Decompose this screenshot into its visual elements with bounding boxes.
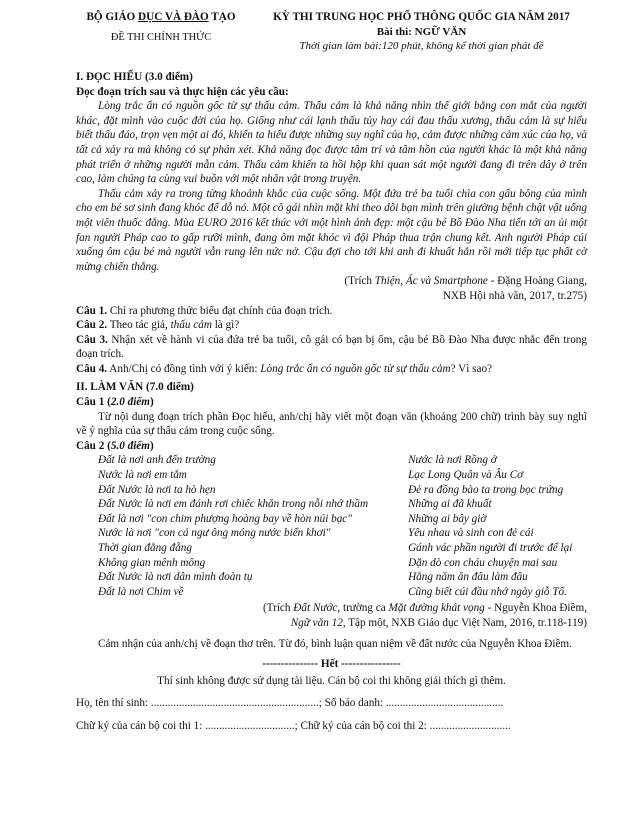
poem-line: Đất Nước là nơi ta hò hẹn — [98, 483, 216, 496]
source-author: - Đặng Hoàng Giang, — [487, 275, 587, 288]
exam-subject: Bài thi: NGỮ VĂN — [376, 25, 467, 38]
part2-q2-text: Cảm nhận của anh/chị về đoạn thơ trên. Từ đó, bình luận quan niệm về đất nước của Nguyễn Khoa Điềm. — [98, 637, 572, 650]
excerpt-source-1 — [76, 274, 587, 289]
ministry-name — [76, 10, 246, 25]
exam-note: Thí sinh không được sử dụng tài liệu. Cán bộ coi thi không giải thích gì thêm. — [157, 674, 506, 687]
part1-instruction: Đọc đoạn trích sau và thực hiện các yêu cầu: — [76, 85, 289, 98]
poem-line: Hằng năm ăn đâu làm đâu — [408, 571, 528, 584]
question-3 — [76, 333, 587, 362]
poem-source-pre: (Trích — [262, 602, 294, 615]
poem-line: Thời gian đằng đẵng — [98, 542, 192, 554]
exam-time: Thời gian làm bài:120 phút, không kể thời gian phát đề — [299, 40, 544, 53]
poem-left-column — [76, 453, 368, 599]
header-left — [76, 10, 246, 45]
part2-q1-label: Câu 1 ( — [76, 396, 111, 409]
ministry-name-prefix: BỘ GIÁO — [86, 11, 139, 23]
part2-heading: II. LÀM VĂN (7.0 điểm) — [76, 381, 194, 394]
part2-q1-points: 2.0 điểm — [110, 396, 150, 409]
source-pre: (Trích — [344, 275, 375, 288]
textbook-title: Ngữ văn 12 — [290, 616, 343, 629]
excerpt-paragraph-1: Lòng trắc ẩn có nguồn gốc từ sự thấu cảm. Thấu cảm là khả năng nhìn thế giới bằng con mắt của người khác, đặt mình vào cuộc đời của họ. Giống như cái lạnh thấu tủy hay cái đau thấu xương, thấu cảm là sự hiểu biết thấu đáo, trọn vẹn một ai đó, khiến ta hiểu được những suy nghĩ của họ, cảm được những cảm xúc của họ, và tất cả xảy ra mà không có sự phán xét. Khả năng đọc được tâm trí và tâm hồn của người khác là một khả năng phát triển ở những người mẫn cảm. Thấu cảm khiến ta hồi hộp khi quan sát một người đang đi trên dây ở trên cao, làm chúng ta cùng vui buồn với một nhân vật trong truyện. — [76, 100, 587, 186]
exam-header — [76, 10, 587, 66]
poem-line: Gánh vác phần người đi trước để lại — [408, 542, 573, 554]
question-1-text: Chỉ ra phương thức biểu đạt chính của đoạn trích. — [107, 304, 333, 317]
excerpt-source-2: NXB Hội nhà văn, 2017, tr.275) — [442, 289, 587, 302]
poem-author: - Nguyễn Khoa Điềm, — [484, 602, 587, 615]
poem-line: Không gian mênh mông — [98, 556, 206, 569]
question-3-label: Câu 3. — [76, 333, 108, 346]
question-2 — [76, 318, 587, 333]
poem-line: Yêu nhau và sinh con đẻ cái — [408, 527, 534, 540]
question-1-label: Câu 1. — [76, 304, 108, 317]
poem-line: Nước là nơi Rồng ở — [408, 454, 497, 467]
poem-source-mid: , trường ca — [337, 602, 389, 615]
part2-q2-points: 5.0 điểm — [110, 439, 150, 452]
poem-excerpt — [76, 453, 587, 599]
ministry-name-underlined: DỤC VÀ ĐÀO — [138, 11, 209, 23]
proctor-sign-line: Chữ ký của cán bộ coi thi 1: ................................; Chữ ký của cán bộ coi thi 2: ............................. — [76, 719, 511, 732]
poem-line: Nước là nơi em tắm — [98, 469, 187, 482]
question-2-text-pre: Theo tác giả, — [107, 319, 171, 332]
question-1 — [76, 304, 587, 319]
textbook-details: , Tập một, NXB Giáo dục Việt Nam, 2016, tr.118-119) — [342, 616, 587, 629]
question-2-term: thấu cảm — [170, 319, 212, 332]
poem-line: Cũng biết cúi đầu nhớ ngày giỗ Tổ. — [408, 585, 567, 598]
question-4-label: Câu 4. — [76, 362, 108, 375]
part2-q2-heading — [76, 439, 587, 454]
poem-line: Nước là nơi "con cá ngư ông móng nước biển khơi" — [98, 527, 331, 540]
poem-line: Đất Nước là nơi dân mình đoàn tụ — [98, 571, 253, 584]
poem-collection: Mặt đường khát vọng — [388, 602, 485, 615]
poem-line: Đất là nơi Chim về — [98, 585, 184, 598]
ministry-name-suffix: TẠO — [208, 11, 236, 23]
poem-title: Đất Nước — [293, 602, 338, 615]
question-4-text-pre: Anh/Chị có đồng tình với ý kiến: — [107, 362, 261, 375]
source-book-title: Thiện, Ác và Smartphone — [374, 275, 488, 288]
poem-source-2 — [76, 616, 587, 631]
part2-q2-close: ) — [149, 439, 154, 452]
poem-line: Những ai đã khuất — [408, 498, 492, 511]
official-label: ĐỀ THI CHÍNH THỨC — [110, 31, 212, 43]
header-right — [256, 10, 587, 54]
question-4 — [76, 362, 587, 377]
part2-q1-text: Từ nội dung đoạn trích phần Đọc hiểu, anh/chị hãy viết một đoạn văn (khoảng 200 chữ) trình bày suy nghĩ về ý nghĩa của sự thấu cảm trong cuộc sống. — [76, 410, 587, 438]
end-marker: --------------- Hết ---------------- — [262, 658, 401, 671]
poem-line: Dặn dò con cháu chuyện mai sau — [408, 556, 558, 569]
poem-line: Đất là nơi anh đến trường — [98, 454, 216, 467]
candidate-info-line: Họ, tên thí sinh: ............................................................; Số báo danh: .......................................... — [76, 697, 504, 710]
question-4-quote: Lòng trắc ẩn có nguồn gốc từ sự thấu cảm — [260, 362, 451, 375]
part2-q1-heading — [76, 395, 587, 410]
poem-line: Lạc Long Quân và Âu Cơ — [408, 469, 524, 482]
part2-q2-label: Câu 2 ( — [76, 439, 111, 452]
part2-q1-close: ) — [149, 396, 154, 409]
poem-line: Đất Nước là nơi em đánh rơi chiếc khăn trong nỗi nhớ thầm — [98, 498, 369, 511]
poem-line: Đất là nơi "con chim phượng hoàng bay về hòn núi bạc" — [98, 512, 352, 525]
poem-line: Đẻ ra đồng bào ta trong bọc trứng — [408, 483, 564, 496]
poem-source-1 — [76, 601, 587, 616]
question-2-label: Câu 2. — [76, 319, 108, 332]
poem-right-column — [368, 453, 587, 599]
excerpt-paragraph-2: Thấu cảm xảy ra trong từng khoảnh khắc của cuộc sống. Một đứa trẻ ba tuổi chìa con gấu bông của mình cho em bé sơ sinh đang khóc để dỗ nó. Một cô gái nhìn mặt khi theo dõi bạn mình trên giường bệnh chật vật uống một viên thuốc đắng. Mùa EURO 2016 kết thúc với một hình ảnh đẹp: một cậu bé Bồ Đào Nha tiến tới an ủi một fan người Pháp cao to gấp rưỡi mình, đang ôm mặt khóc vì đội Pháp thua trận chung kết. Anh người Pháp cúi xuống ôm cậu bé mà người vẫn rung lên nức nở. Cậu đợi cho tới khi anh đi khuất hẳn rồi mới tiếp tục phất cờ mừng chiến thắng. — [76, 187, 587, 273]
question-3-text: Nhận xét về hành vi của đứa trẻ ba tuổi, cô gái có bạn bị ốm, cậu bé Bồ Đào Nha được nhắc đến trong đoạn trích. — [76, 333, 587, 361]
exam-title: KỲ THI TRUNG HỌC PHỔ THÔNG QUỐC GIA NĂM 2017 — [273, 11, 570, 23]
question-2-text-post: là gì? — [211, 319, 240, 332]
poem-line: Những ai bây giờ — [408, 512, 487, 525]
part1-heading: I. ĐỌC HIỂU (3.0 điểm) — [76, 71, 193, 83]
question-4-text-post: ? Vì sao? — [450, 362, 493, 375]
